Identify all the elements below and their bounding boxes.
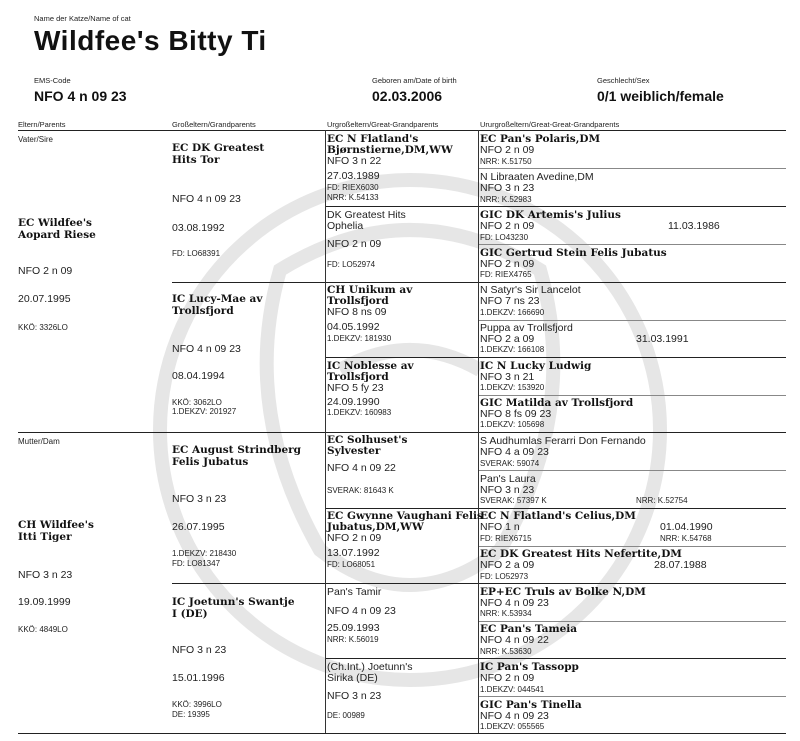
- sire-gg2-reg: NRR: K.52983: [480, 195, 532, 204]
- gg-divider: [478, 470, 786, 471]
- sire-ggp3-name-1: CH Unikum av: [327, 284, 413, 296]
- sire-ggp2-reg: FD: LO52974: [327, 260, 376, 269]
- dam-gg2-name: Pan's Laura: [480, 473, 536, 485]
- gp-divider-dam: [172, 583, 786, 584]
- sire-gg1-ems: NFO 2 n 09: [480, 144, 535, 156]
- ggp-divider-2: [325, 357, 786, 358]
- sire-gg7-name: IC N Lucky Ludwig: [480, 360, 592, 372]
- sire-ggp1-ems: NFO 3 n 22: [327, 155, 382, 167]
- sire-gg4-name: GIC Gertrud Stein Felis Jubatus: [480, 247, 667, 259]
- sire-gp2-dob: 08.04.1994: [172, 370, 225, 382]
- sire-ggp3-dob: 04.05.1992: [327, 321, 380, 333]
- dam-gg8-name: GIC Pan's Tinella: [480, 699, 582, 711]
- sire-ggp1-dob: 27.03.1989: [327, 170, 380, 182]
- sire-gg8-ems: NFO 8 fs 09 23: [480, 408, 552, 420]
- sire-ems: NFO 2 n 09: [18, 265, 73, 277]
- sire-gg3-name: GIC DK Artemis's Julius: [480, 209, 621, 221]
- dam-gg1-reg: SVERAK: 59074: [480, 459, 540, 468]
- sire-gg6-reg: 1.DEKZV: 166108: [480, 345, 545, 354]
- sire-gp1-reg: FD: LO68391: [172, 249, 221, 258]
- dam-gp2-name-1: IC Joetunn's Swantje: [172, 596, 295, 608]
- sire-gg4-reg: FD: RIEX4765: [480, 270, 532, 279]
- sire-ggp3-name-2: Trollsfjord: [327, 295, 389, 307]
- sire-gp1-name-1: EC DK Greatest: [172, 142, 265, 154]
- dam-gg8-reg: 1.DEKZV: 055565: [480, 722, 545, 731]
- sire-gg8-reg: 1.DEKZV: 105698: [480, 420, 545, 429]
- dam-gg3-nrr: NRR: K.54768: [660, 534, 712, 543]
- sire-gp1-ems: NFO 4 n 09 23: [172, 193, 241, 205]
- dam-ggp3-reg: NRR: K.56019: [327, 635, 379, 644]
- dam-gp1-name-1: EC August Strindberg: [172, 444, 302, 456]
- birth-value: 02.03.2006: [372, 88, 443, 104]
- sire-ggp4-reg: 1.DEKZV: 160983: [327, 408, 392, 417]
- sire-gg3-reg: FD: LO43230: [480, 233, 529, 242]
- sire-ggp2-ems: NFO 2 n 09: [327, 238, 382, 250]
- gp-divider-sire: [172, 282, 786, 283]
- sire-gg8-name: GIC Matilda av Trollsfjord: [480, 397, 634, 409]
- dam-gp1-ems: NFO 3 n 23: [172, 493, 227, 505]
- dam-ggp4-ems: NFO 3 n 23: [327, 690, 382, 702]
- sire-gg4-ems: NFO 2 n 09: [480, 258, 535, 270]
- sire-ggp1-name-1: EC N Flatland's: [327, 133, 419, 145]
- cat-watermark-icon: [110, 150, 710, 710]
- sire-gg7-ems: NFO 3 n 21: [480, 371, 535, 383]
- sire-gg2-ems: NFO 3 n 23: [480, 182, 535, 194]
- col-parents: Eltern/Parents: [18, 120, 66, 129]
- dam-gg2-ems: NFO 3 n 23: [480, 484, 535, 496]
- sire-ggp1-reg1: FD: RIEX6030: [327, 183, 379, 192]
- ggp-divider-1: [325, 206, 786, 207]
- dam-ggp2-ems: NFO 2 n 09: [327, 532, 382, 544]
- dam-gg6-ems: NFO 4 n 09 22: [480, 634, 549, 646]
- dam-gg6-reg: NRR: K.53630: [480, 647, 532, 656]
- dam-gp2-ems: NFO 3 n 23: [172, 644, 227, 656]
- dam-gg4-ems: NFO 2 a 09: [480, 559, 535, 571]
- dam-gp1-dob: 26.07.1995: [172, 521, 225, 533]
- bottom-rule: [18, 733, 786, 734]
- dam-ggp1-reg: SVERAK: 81643 K: [327, 486, 394, 495]
- dam-gg2-nrr: NRR: K.52754: [636, 496, 688, 505]
- sire-gg6-name: Puppa av Trollsfjord: [480, 322, 573, 334]
- dam-gg1-ems: NFO 4 a 09 23: [480, 446, 549, 458]
- dam-gg4-reg: FD: LO52973: [480, 572, 529, 581]
- sire-ggp1-reg2: NRR: K.54133: [327, 193, 379, 202]
- sex-label: Geschlecht/Sex: [597, 76, 650, 85]
- dam-gp1-name-2: Felis Jubatus: [172, 456, 249, 468]
- dam-gg8-ems: NFO 4 n 09 23: [480, 710, 549, 722]
- gg-divider: [478, 395, 786, 396]
- dam-gg3-ems: NFO 1 n: [480, 521, 520, 533]
- sire-ggp4-dob: 24.09.1990: [327, 396, 380, 408]
- dam-ggp4-name-2: Sirika (DE): [327, 672, 378, 684]
- sire-gg7-reg: 1.DEKZV: 153920: [480, 383, 545, 392]
- sire-label: Vater/Sire: [18, 135, 53, 144]
- dam-ggp2-reg: FD: LO68051: [327, 560, 376, 569]
- dam-gg4-date: 28.07.1988: [654, 559, 707, 571]
- gg-divider: [478, 168, 786, 169]
- sire-ggp3-ems: NFO 8 ns 09: [327, 306, 387, 318]
- col-divider: [325, 130, 326, 733]
- sire-gg5-reg: 1.DEKZV: 166690: [480, 308, 545, 317]
- dam-gg6-name: EC Pan's Tameia: [480, 623, 578, 635]
- sire-ggp4-name-2: Trollsfjord: [327, 371, 389, 383]
- dam-reg: KKÖ: 4849LO: [18, 625, 68, 634]
- ems-value: NFO 4 n 09 23: [34, 88, 127, 104]
- dam-gp2-reg2: DE: 19395: [172, 710, 210, 719]
- sire-gg3-date: 11.03.1986: [668, 220, 720, 232]
- dam-ggp1-name-2: Sylvester: [327, 445, 381, 457]
- sire-gp2-reg2: 1.DEKZV: 201927: [172, 407, 237, 416]
- dam-gg3-name: EC N Flatland's Celius,DM: [480, 510, 636, 522]
- dam-ggp2-dob: 13.07.1992: [327, 547, 380, 559]
- dam-gg2-reg: SVERAK: 57397 K: [480, 496, 547, 505]
- dam-ggp3-dob: 25.09.1993: [327, 622, 380, 634]
- birth-label: Geboren am/Date of birth: [372, 76, 457, 85]
- dam-ggp4-reg: DE: 00989: [327, 711, 365, 720]
- dam-gp1-reg2: FD: LO81347: [172, 559, 221, 568]
- header-rule: [18, 130, 786, 131]
- dam-gg5-ems: NFO 4 n 09 23: [480, 597, 549, 609]
- dam-ggp2-name-2: Jubatus,DM,WW: [327, 521, 424, 533]
- sire-ggp4-ems: NFO 5 fy 23: [327, 382, 384, 394]
- dam-gp1-reg1: 1.DEKZV: 218430: [172, 549, 237, 558]
- ggp-divider-3: [325, 508, 786, 509]
- ems-label: EMS-Code: [34, 76, 71, 85]
- dam-ggp3-name-1: Pan's Tamir: [327, 586, 382, 598]
- dam-gg5-reg: NRR: K.53934: [480, 609, 532, 618]
- sire-gp2-name-1: IC Lucy-Mae av: [172, 293, 263, 305]
- dam-ggp1-ems: NFO 4 n 09 22: [327, 462, 396, 474]
- dam-gg7-ems: NFO 2 n 09: [480, 672, 535, 684]
- sire-ggp3-reg: 1.DEKZV: 181930: [327, 334, 392, 343]
- dam-ggp2-name-1: EC Gwynne Vaughani Felis: [327, 510, 483, 522]
- gg-divider: [478, 244, 786, 245]
- dam-gg3-date: 01.04.1990: [660, 521, 713, 533]
- sex-value: 0/1 weiblich/female: [597, 88, 724, 104]
- dam-ggp4-name-1: (Ch.Int.) Joetunn's: [327, 661, 413, 673]
- dam-name-2: Itti Tiger: [18, 531, 72, 543]
- gg-divider: [478, 320, 786, 321]
- dam-gg7-reg: 1.DEKZV: 044541: [480, 685, 545, 694]
- gg-divider: [478, 621, 786, 622]
- ggp-divider-4: [325, 658, 786, 659]
- sire-gg1-reg: NRR: K.51750: [480, 157, 532, 166]
- sire-ggp2-name-1: DK Greatest Hits: [327, 209, 406, 221]
- dam-gp2-name-2: I (DE): [172, 608, 208, 620]
- dam-ems: NFO 3 n 23: [18, 569, 73, 581]
- sire-gg6-date: 31.03.1991: [636, 333, 689, 345]
- sire-name-1: EC Wildfee's: [18, 217, 92, 229]
- sire-gg1-name: EC Pan's Polaris,DM: [480, 133, 601, 145]
- dam-gp2-dob: 15.01.1996: [172, 672, 225, 684]
- sire-dob: 20.07.1995: [18, 293, 71, 305]
- sire-gp2-name-2: Trollsfjord: [172, 305, 234, 317]
- col-greatgreat: Ururgroßeltern/Great-Great-Grandparents: [480, 120, 620, 129]
- dam-label: Mutter/Dam: [18, 437, 60, 446]
- sire-gp2-reg1: KKÖ: 3062LO: [172, 398, 222, 407]
- col-grandparents: Großeltern/Grandparents: [172, 120, 256, 129]
- sire-gg3-ems: NFO 2 n 09: [480, 220, 535, 232]
- col-great: Urgroßeltern/Great-Grandparents: [327, 120, 439, 129]
- sire-gg6-ems: NFO 2 a 09: [480, 333, 535, 345]
- sire-gp2-ems: NFO 4 n 09 23: [172, 343, 241, 355]
- dam-gg5-name: EP+EC Truls av Bolke N,DM: [480, 586, 646, 598]
- dam-ggp3-ems: NFO 4 n 09 23: [327, 605, 396, 617]
- dam-gg7-name: IC Pan's Tassopp: [480, 661, 579, 673]
- dam-dob: 19.09.1999: [18, 596, 71, 608]
- dam-name-1: CH Wildfee's: [18, 519, 94, 531]
- sire-ggp1-name-2: Bjørnstierne,DM,WW: [327, 144, 453, 156]
- col-divider: [478, 130, 479, 733]
- sire-gp1-dob: 03.08.1992: [172, 222, 225, 234]
- sire-name-2: Aopard Riese: [18, 229, 96, 241]
- sire-dam-divider: [18, 432, 786, 433]
- name-label: Name der Katze/Name of cat: [34, 14, 131, 23]
- dam-gg1-name: S Audhumlas Ferarri Don Fernando: [480, 435, 646, 447]
- sire-gp1-name-2: Hits Tor: [172, 154, 220, 166]
- sire-gg5-name: N Satyr's Sir Lancelot: [480, 284, 581, 296]
- sire-gg2-name: N Libraaten Avedine,DM: [480, 171, 594, 183]
- gg-divider: [478, 546, 786, 547]
- sire-ggp4-name-1: IC Noblesse av: [327, 360, 414, 372]
- sire-reg: KKÖ: 3326LO: [18, 323, 68, 332]
- dam-ggp1-name-1: EC Solhuset's: [327, 434, 408, 446]
- dam-gp2-reg1: KKÖ: 3996LO: [172, 700, 222, 709]
- gg-divider: [478, 696, 786, 697]
- dam-gg3-reg: FD: RIEX6715: [480, 534, 532, 543]
- cat-name: Wildfee's Bitty Ti: [34, 25, 267, 56]
- sire-ggp2-name-2: Ophelia: [327, 220, 364, 232]
- sire-gg5-ems: NFO 7 ns 23: [480, 295, 540, 307]
- dam-gg4-name: EC DK Greatest Hits Nefertite,DM: [480, 548, 682, 560]
